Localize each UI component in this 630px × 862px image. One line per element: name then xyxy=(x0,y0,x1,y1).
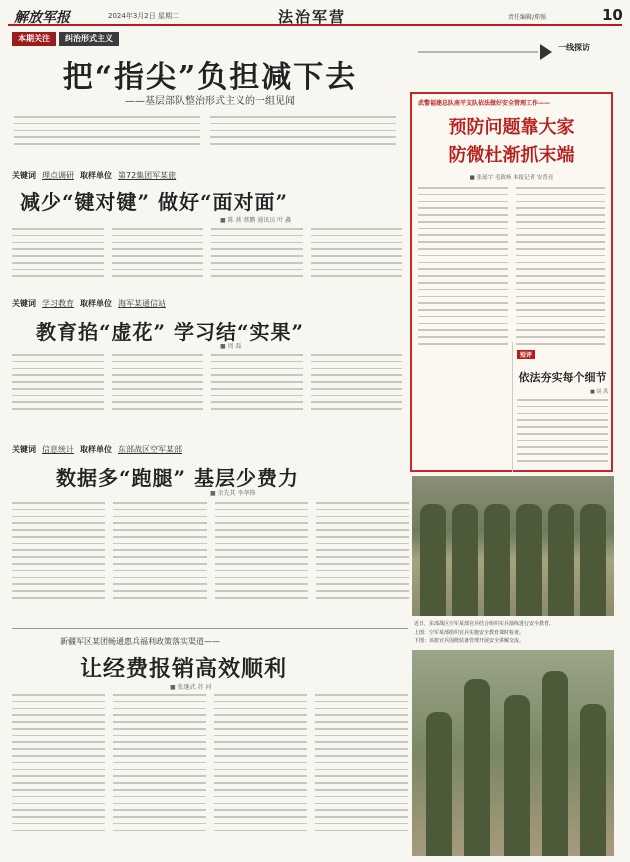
issue-date: 2024年3月2日 星期二 xyxy=(108,12,179,20)
lead-subheadline: ——基层部队整治形式主义的一组见闻 xyxy=(125,96,295,107)
article-2-body xyxy=(12,354,402,424)
article-2-meta xyxy=(12,298,166,309)
article-2-byline xyxy=(210,341,241,350)
frontline-banner xyxy=(418,40,612,60)
commentary-author: ■ 胡 禹 xyxy=(590,389,608,395)
right-feature-body xyxy=(418,187,605,367)
right-feature-title-1: 预防问题靠大家 xyxy=(448,117,575,138)
keyword-value: 信息统计 xyxy=(42,445,74,454)
keyword-label: 关键词 xyxy=(12,445,36,454)
section-title: 法治军营 xyxy=(278,8,347,26)
photo-soldiers-lineup xyxy=(412,476,614,616)
article-3-byline xyxy=(200,488,255,497)
lead-intro-text xyxy=(14,116,396,156)
right-feature-kicker: 武警福建总队南平支队依法做好安全管理工作—— xyxy=(418,100,551,107)
article-3-meta xyxy=(12,444,182,455)
keyword-value: 学习教育 xyxy=(42,299,74,308)
article-1-byline xyxy=(210,215,291,224)
article-3-authors: ■ 余先其 李华锋 xyxy=(210,490,256,497)
right-feature-authors: ■ 张瑶宇 毛致杨 本报记者 安普亮 xyxy=(469,175,554,181)
focus-tag-label: 本期关注 xyxy=(12,32,56,46)
page-number: 10 xyxy=(602,6,623,24)
article-2-authors: ■ 周 磊 xyxy=(220,343,242,350)
bottom-article-authors: ■ 张继武 苏 河 xyxy=(170,684,212,691)
commentary-box xyxy=(512,342,608,472)
bottom-article-title: 让经费报销高效顺利 xyxy=(80,656,288,682)
bottom-article-body xyxy=(12,694,408,854)
lead-headline: 把“指尖”负担减下去 xyxy=(62,60,358,95)
article-1-title: 减少“键对键” 做好“面对面” xyxy=(20,190,288,214)
commentary-label: 短评 xyxy=(517,350,535,359)
photo-caption-bottom: 下图：该旅官兵围绕装备管理开展安全讲解交流。 xyxy=(414,638,525,644)
bottom-article-intro: 新疆军区某团畅通惠兵福利政策落实渠道—— xyxy=(60,637,220,646)
focus-tags xyxy=(12,32,119,46)
section-divider xyxy=(12,628,408,629)
article-1-authors: ■ 陈 燕 蔡鹏 通讯员 叶 鑫 xyxy=(220,217,292,224)
article-2-title: 教育掐“虚花” 学习结“实果” xyxy=(36,320,304,344)
sample-unit-label: 取样单位 xyxy=(80,445,112,454)
photo-soldiers-training xyxy=(412,650,614,856)
photo-caption: 近日，东部战区空军某部官兵结合组织实兵演练进行安全教育。 xyxy=(414,621,555,627)
sample-unit-label: 取样单位 xyxy=(80,299,112,308)
focus-topic-label: 纠治形式主义 xyxy=(59,32,119,46)
sample-unit-value: 海军某通信站 xyxy=(118,299,166,308)
editor-credit: 责任编辑/郑强 xyxy=(508,14,547,21)
keyword-label: 关键词 xyxy=(12,171,36,180)
article-1-meta xyxy=(12,170,176,181)
sample-unit-label: 取样单位 xyxy=(80,171,112,180)
frontline-label: 一线探访 xyxy=(558,43,590,52)
photo-caption-top: 上图：空军某部组织官兵实施安全教育课时检查。 xyxy=(414,630,525,636)
sample-unit-value: 东部战区空军某部 xyxy=(118,445,182,454)
paper-name: 解放军报 xyxy=(14,10,70,26)
right-feature-panel xyxy=(410,92,613,472)
sample-unit-value: 第72集团军某旅 xyxy=(118,171,177,180)
right-feature-title-2: 防微杜渐抓末端 xyxy=(448,145,575,166)
article-3-title: 数据多“跑腿” 基层少费力 xyxy=(56,466,299,490)
keyword-label: 关键词 xyxy=(12,299,36,308)
commentary-body xyxy=(517,399,608,469)
commentary-title: 依法夯实每个细节 xyxy=(518,371,607,384)
article-1-body xyxy=(12,228,402,288)
keyword-value: 理点调研 xyxy=(42,171,74,180)
masthead xyxy=(8,6,622,26)
